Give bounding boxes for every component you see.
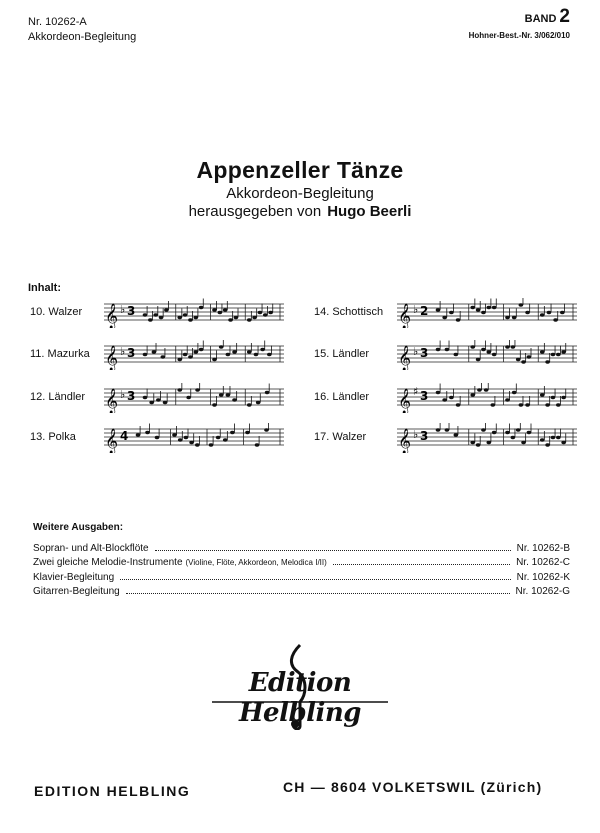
note-head — [153, 313, 158, 316]
note-head — [449, 311, 454, 314]
note-head — [456, 318, 461, 321]
piece-title: 15. Ländler — [314, 348, 370, 360]
note-head — [556, 353, 561, 356]
flat-icon: ♭ — [120, 345, 126, 358]
note-head — [230, 431, 235, 434]
note-head — [492, 306, 497, 309]
note-head — [470, 306, 475, 309]
note-head — [247, 403, 252, 406]
note-head — [445, 348, 450, 351]
note-head — [445, 428, 450, 431]
note-head — [148, 318, 153, 321]
time-signature: 3 — [127, 346, 136, 360]
note-head — [511, 345, 516, 348]
note-head — [194, 316, 199, 319]
note-head — [209, 443, 214, 446]
piece-title: 12. Ländler — [30, 391, 86, 403]
note-head — [226, 393, 231, 396]
music-incipit — [104, 298, 286, 328]
note-head — [540, 350, 545, 353]
note-head — [263, 313, 268, 316]
note-head — [136, 433, 141, 436]
note-head — [470, 441, 475, 444]
note-head — [449, 396, 454, 399]
band-label — [525, 6, 570, 28]
note-head — [226, 353, 231, 356]
note-head — [527, 431, 532, 434]
note-head — [540, 438, 545, 441]
piece-title: 14. Schottisch — [314, 306, 384, 318]
flat-icon: ♭ — [413, 428, 419, 441]
note-head — [219, 393, 224, 396]
contents-heading: Inhalt: — [28, 282, 61, 294]
header-left — [28, 15, 136, 45]
note-head — [454, 433, 459, 436]
note-head — [143, 396, 148, 399]
page-title: Appenzeller Tänze — [196, 157, 404, 183]
edition-number: Nr. 10262-C — [516, 557, 570, 568]
note-head — [161, 355, 166, 358]
footer-publisher: EDITION HELBLING — [34, 783, 191, 799]
edition-row — [33, 572, 570, 583]
note-head — [256, 401, 261, 404]
edition-row — [33, 557, 570, 568]
note-head — [188, 318, 193, 321]
note-head — [556, 403, 561, 406]
note-head — [551, 396, 556, 399]
note-head — [512, 316, 517, 319]
editor-name: Hugo Beerli — [327, 203, 412, 220]
note-head — [505, 316, 510, 319]
note-head — [545, 443, 550, 446]
note-head — [143, 313, 148, 316]
note-head — [186, 396, 191, 399]
music-incipit — [397, 383, 579, 413]
note-head — [255, 443, 260, 446]
note-head — [540, 393, 545, 396]
note-head — [177, 358, 182, 361]
editor-prefix: herausgegeben von — [188, 203, 322, 220]
note-head — [264, 428, 269, 431]
piece-title: 10. Walzer — [30, 306, 83, 318]
editor-line — [0, 203, 600, 220]
note-head — [232, 350, 237, 353]
note-head — [487, 306, 492, 309]
time-signature: 2 — [420, 304, 429, 318]
note-head — [456, 403, 461, 406]
note-head — [470, 393, 475, 396]
band-text: BAND — [524, 13, 557, 25]
note-head — [152, 350, 157, 353]
note-head — [212, 308, 217, 311]
flat-icon: ♭ — [413, 345, 419, 358]
note-head — [260, 348, 265, 351]
note-head — [149, 401, 154, 404]
flat-icon: ♭ — [120, 303, 126, 316]
note-head — [195, 388, 200, 391]
note-head — [218, 311, 223, 314]
note-head — [156, 398, 161, 401]
piece-title: 17. Walzer — [314, 431, 367, 443]
note-head — [519, 303, 524, 306]
note-head — [561, 441, 566, 444]
note-head — [470, 345, 475, 348]
edition-label: Klavier-Begleitung — [33, 572, 115, 583]
time-signature: 3 — [420, 429, 429, 443]
dot-leader — [333, 564, 510, 565]
note-head — [545, 360, 550, 363]
note-head — [247, 350, 252, 353]
note-head — [551, 353, 556, 356]
note-head — [561, 396, 566, 399]
note-head — [481, 311, 486, 314]
note-head — [547, 311, 552, 314]
sharp-icon: ♯ — [413, 385, 419, 398]
footer-address: CH — 8604 VOLKETSWIL (Zürich) — [283, 779, 543, 795]
music-incipit — [397, 423, 579, 453]
edition-type: Akkordeon-Begleitung — [28, 31, 137, 43]
note-head — [164, 308, 169, 311]
time-signature: 4 — [120, 429, 129, 443]
treble-clef-icon: 𝄞 — [105, 389, 119, 413]
edition-number: Nr. 10262-B — [516, 543, 570, 554]
note-head — [183, 353, 188, 356]
note-head — [484, 388, 489, 391]
note-head — [516, 358, 521, 361]
note-head — [527, 355, 532, 358]
piece-title: 16. Ländler — [314, 391, 370, 403]
edition-row — [33, 586, 570, 597]
note-head — [189, 441, 194, 444]
note-head — [145, 431, 150, 434]
editions-heading: Weitere Ausgaben: — [33, 522, 124, 533]
time-signature: 3 — [420, 346, 429, 360]
music-incipit — [397, 340, 579, 370]
note-head — [487, 441, 492, 444]
note-head — [505, 431, 510, 434]
note-head — [252, 316, 257, 319]
note-head — [184, 436, 189, 439]
music-incipit — [104, 423, 286, 453]
note-head — [454, 353, 459, 356]
hohner-order-number: Hohner-Best.-Nr. 3/062/010 — [468, 31, 570, 40]
treble-clef-icon: 𝄞 — [398, 304, 412, 328]
treble-clef-icon: 𝄞 — [398, 389, 412, 413]
note-head — [159, 316, 164, 319]
note-head — [492, 353, 497, 356]
note-head — [521, 441, 526, 444]
note-head — [521, 360, 526, 363]
music-incipit — [397, 298, 579, 328]
note-head — [505, 398, 510, 401]
note-head — [223, 438, 228, 441]
note-head — [163, 401, 168, 404]
flat-icon: ♭ — [120, 388, 126, 401]
note-head — [199, 348, 204, 351]
note-head — [525, 403, 530, 406]
note-head — [436, 308, 441, 311]
note-head — [561, 350, 566, 353]
note-head — [551, 436, 556, 439]
note-head — [512, 391, 517, 394]
dot-leader — [120, 579, 510, 580]
note-head — [194, 350, 199, 353]
note-head — [143, 353, 148, 356]
note-head — [268, 311, 273, 314]
note-head — [511, 436, 516, 439]
note-head — [228, 318, 233, 321]
note-head — [560, 311, 565, 314]
note-head — [254, 353, 259, 356]
treble-clef-icon: 𝄞 — [398, 429, 412, 453]
note-head — [183, 313, 188, 316]
treble-clef-icon: 𝄞 — [398, 346, 412, 370]
note-head — [476, 358, 481, 361]
edition-label: Gitarren-Begleitung — [33, 586, 120, 597]
treble-clef-icon: 𝄞 — [105, 429, 119, 453]
note-head — [436, 348, 441, 351]
note-head — [442, 398, 447, 401]
note-head — [487, 350, 492, 353]
note-head — [177, 388, 182, 391]
note-head — [216, 436, 221, 439]
note-head — [442, 316, 447, 319]
page-subtitle: Akkordeon-Begleitung — [226, 185, 374, 202]
note-head — [155, 436, 160, 439]
note-head — [177, 316, 182, 319]
note-head — [178, 438, 183, 441]
note-head — [267, 353, 272, 356]
note-head — [477, 388, 482, 391]
piece-title: 13. Polka — [30, 431, 76, 443]
edition-detail: (Violine, Flöte, Akkordeon, Melodica I/II) — [185, 558, 327, 567]
edition-label: Sopran- und Alt-Blockflöte — [33, 543, 149, 554]
note-head — [553, 318, 558, 321]
edition-number: Nr. 10262-G — [515, 586, 570, 597]
note-head — [436, 428, 441, 431]
note-head — [172, 433, 177, 436]
note-head — [540, 313, 545, 316]
catalog-number: Nr. 10262-A — [28, 16, 87, 28]
note-head — [265, 391, 270, 394]
note-head — [491, 403, 496, 406]
dot-leader — [155, 550, 511, 551]
time-signature: 3 — [420, 389, 429, 403]
note-head — [436, 391, 441, 394]
edition-label: Zwei gleiche Melodie-Instrumente (Violine, Flöte, Akkordeon, Melodica I/II) — [33, 557, 327, 568]
treble-clef-icon: 𝄞 — [105, 304, 119, 328]
note-head — [212, 358, 217, 361]
note-head — [505, 345, 510, 348]
edition-row — [33, 543, 570, 554]
note-head — [245, 431, 250, 434]
note-head — [219, 345, 224, 348]
music-incipit — [104, 383, 286, 413]
note-head — [247, 318, 252, 321]
treble-clef-icon: 𝄞 — [105, 346, 119, 370]
dot-leader — [126, 593, 510, 594]
note-head — [476, 308, 481, 311]
flat-icon: ♭ — [413, 303, 419, 316]
note-head — [481, 348, 486, 351]
note-head — [195, 443, 200, 446]
note-head — [199, 306, 204, 309]
note-head — [492, 431, 497, 434]
note-head — [476, 443, 481, 446]
note-head — [481, 428, 486, 431]
note-head — [525, 311, 530, 314]
time-signature: 3 — [127, 389, 136, 403]
note-head — [212, 403, 217, 406]
music-incipit — [104, 340, 286, 370]
band-number: 2 — [559, 6, 570, 27]
note-head — [232, 398, 237, 401]
note-head — [519, 403, 524, 406]
note-head — [556, 436, 561, 439]
note-head — [516, 428, 521, 431]
note-head — [234, 316, 239, 319]
logo-wordmark: Edition Helbling — [238, 668, 361, 728]
piece-title: 11. Mazurka — [30, 348, 90, 360]
note-head — [223, 308, 228, 311]
note-head — [545, 403, 550, 406]
time-signature: 3 — [127, 304, 136, 318]
note-head — [188, 355, 193, 358]
note-head — [258, 311, 263, 314]
edition-number: Nr. 10262-K — [516, 572, 570, 583]
